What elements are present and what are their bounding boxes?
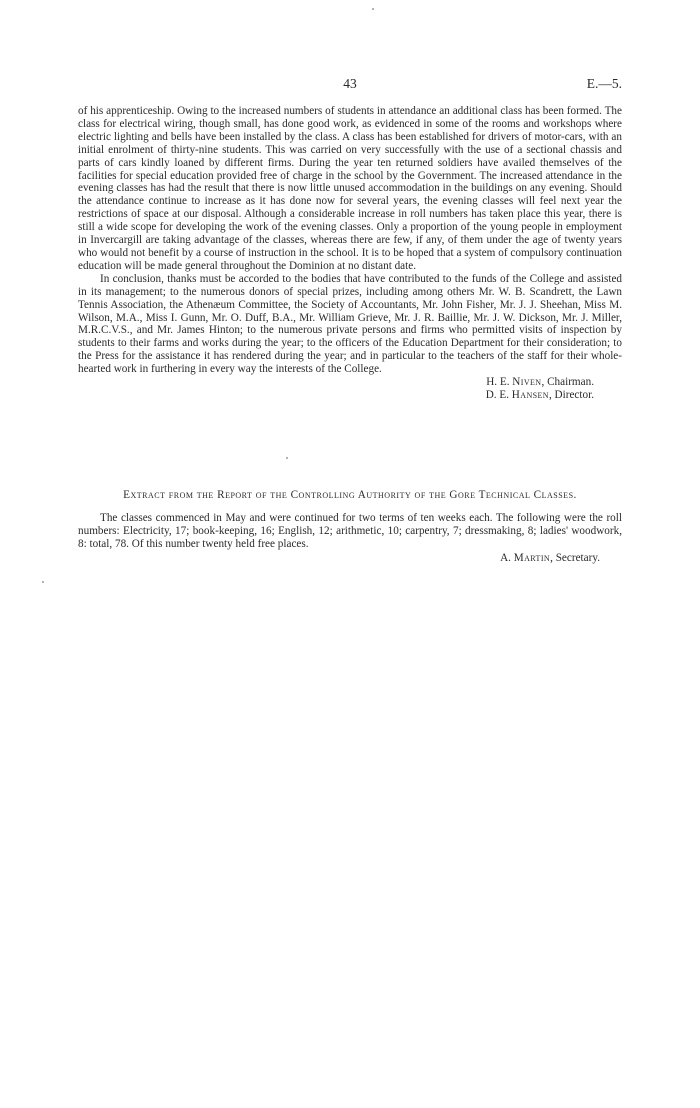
document-reference: E.—5. bbox=[586, 76, 622, 91]
report-body bbox=[78, 105, 622, 402]
scan-speck bbox=[42, 581, 44, 583]
section-heading: Extract from the Report of the Controlling Authority of the Gore Technical Classes. bbox=[123, 489, 577, 501]
signature-director: D. E. Hansen, Director. bbox=[485, 389, 594, 402]
signature-block bbox=[78, 376, 622, 402]
section-paragraph: The classes commenced in May and were continued for two terms of ten weeks each. The following were the roll numbers: Electricity, 17; book-keeping, 16; English, 12; arithmetic, 10; carpentry, 7; dressmaking, 8; ladies' woodwork, 8: total, 78. Of this number twenty held free places. bbox=[78, 512, 622, 550]
signature-secretary: A. Martin, Secretary. bbox=[500, 551, 600, 564]
page-number: 43 bbox=[343, 76, 357, 91]
body-paragraph: In conclusion, thanks must be accorded to the bodies that have contributed to the funds of the College and assisted in its management; to the numerous donors of special prizes, including among others Mr. W. B. Scandrett, the Lawn Tennis Association, the Athenæum Committee, the Society of Accountants, Mr. John Fisher, Mr. J. J. Sheehan, Miss M. Wilson, M.A., Miss I. Gunn, Mr. O. Duff, B.A., Mr. William Grieve, Mr. J. R. Baillie, Mr. J. W. Dickson, Mr. J. Miller, M.R.C.V.S., and Mr. James Hinton; to the numerous private persons and firms who permitted visits of inspection by students to their farms and works during the year; to the officers of the Education Department for their consideration; to the Press for the assistance it has rendered during the year; and in particular to the teachers of the staff for their whole-hearted work in furthering in every way the interests of the College. bbox=[78, 272, 622, 376]
body-paragraph: of his apprenticeship. Owing to the increased numbers of students in attendance an additional class has been formed. The class for electrical wiring, though small, has done good work, as evidenced in some of the rooms and workshops where electric lighting and bells have been installed by the class. A class has been established for drivers of motor-cars, with an initial enrolment of thirty-nine students. This was carried on very successfully with the use of a sectional chassis and parts of cars kindly loaned by different firms. During the year ten returned soldiers have availed themselves of the facilities for special education provided free of charge in the school by the Government. The increased attendance in the evening classes has had the result that there is now little unused accommodation in the buildings on any evening. Should the attendance continue to increase as it has done now for several years, the evening classes will feel next year the restrictions of space at our disposal. Although a considerable increase in roll numbers has taken place this year, there is still a wide scope for developing the work of the evening classes. Only a proportion of the young people in employment in Invercargill are taking advantage of the classes, whereas there are few, if any, of them under the age of twenty years who would not benefit by a course of instruction in the school. It is to be hoped that a system of compulsory continuation education will be made general throughout the Dominion at no distant date. bbox=[78, 105, 622, 272]
page-header bbox=[78, 76, 622, 94]
section-body bbox=[78, 512, 622, 565]
scan-speck bbox=[286, 457, 288, 459]
signature-chairman: H. E. Niven, Chairman. bbox=[486, 376, 594, 389]
scan-speck bbox=[372, 8, 374, 10]
